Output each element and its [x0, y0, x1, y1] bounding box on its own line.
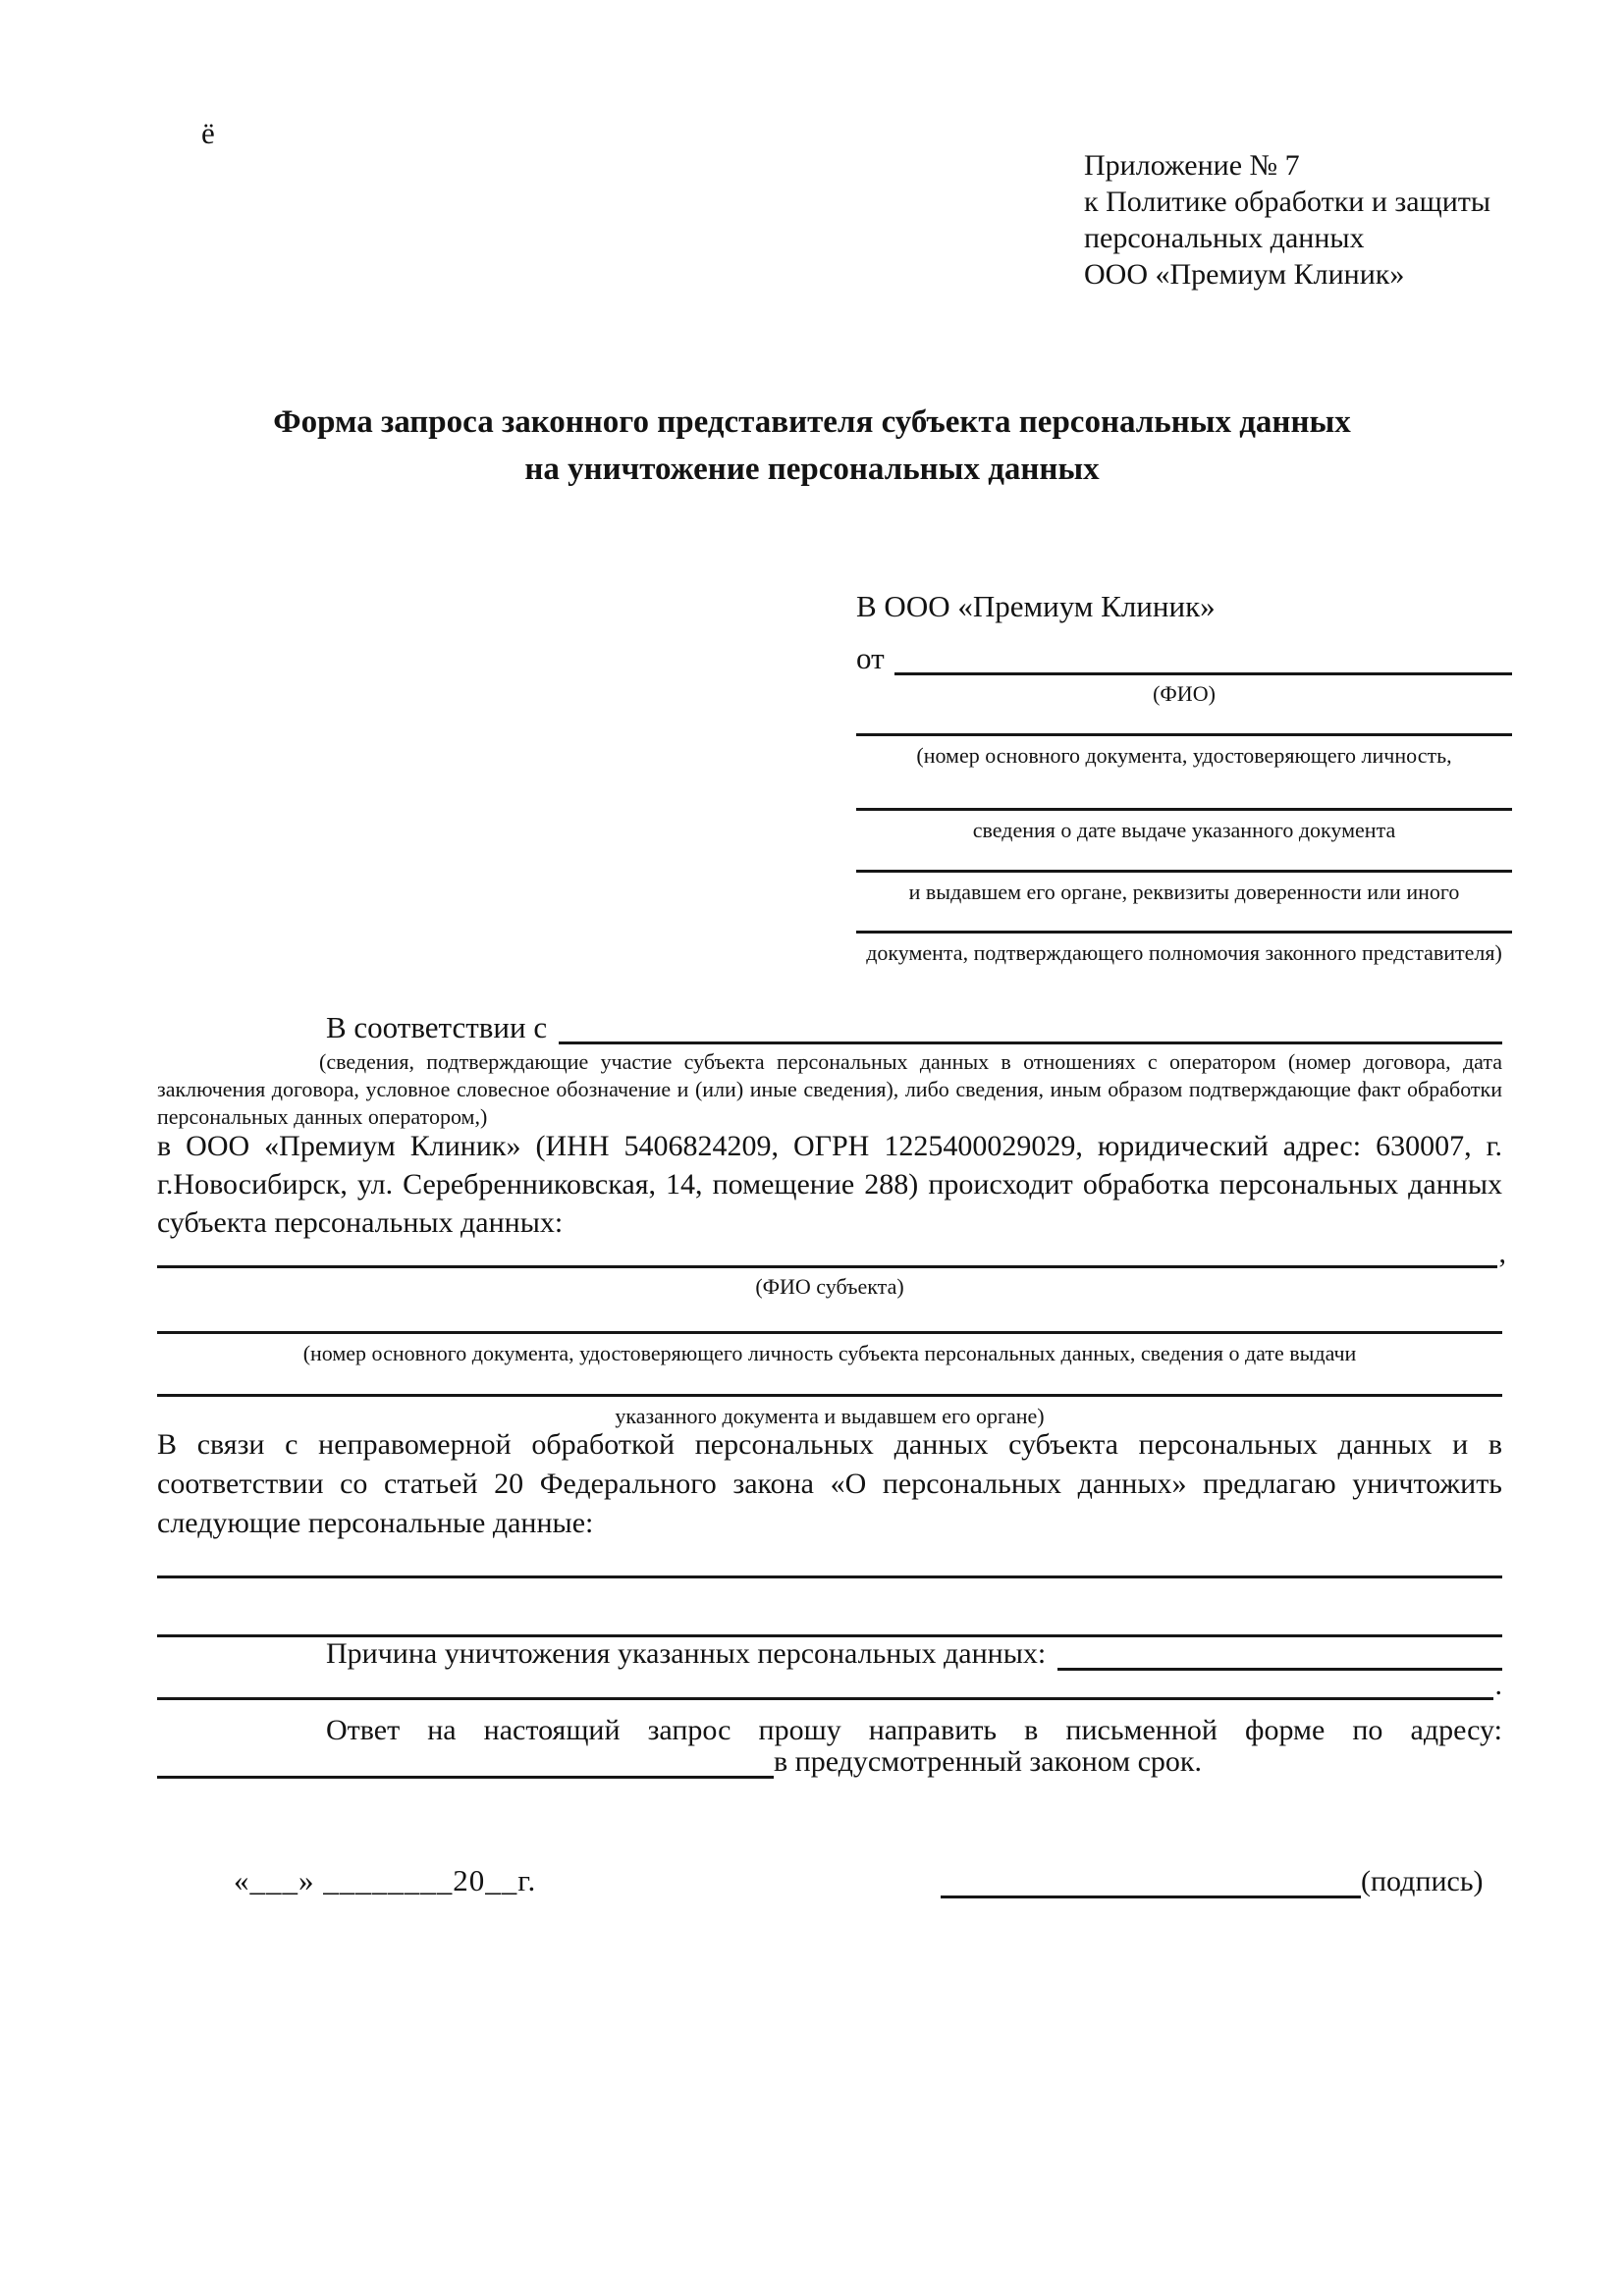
appendix-line-3: персональных данных	[1084, 222, 1365, 254]
subject-doc-caption-1: (номер основного документа, удостоверяющего личность субъекта персональных данных, сведения о дате выдачи	[302, 1341, 1357, 1365]
address-blank-line	[157, 1776, 774, 1779]
signature-blank-line	[941, 1896, 1361, 1898]
form-title	[139, 399, 1485, 493]
trailing-period: .	[1494, 1669, 1502, 1701]
accordance-field	[157, 1005, 1502, 1044]
from-label: от	[856, 641, 885, 675]
addressee-caption-2: сведения о дате выдаче указанного документа	[972, 818, 1396, 842]
subject-doc-blank-line-2	[157, 1394, 1502, 1397]
appendix-block	[1084, 147, 1521, 293]
appendix-line-4: ООО «Премиум Клиник»	[1084, 258, 1405, 291]
data-blank-line-1	[157, 1575, 1502, 1578]
addressee-blank-line-1	[856, 733, 1512, 736]
addressee-blank-line-2	[856, 808, 1512, 811]
addressee-blank-line-4	[856, 931, 1512, 934]
form-title-line-2: на уничтожение персональных данных	[524, 452, 1100, 487]
response-tail-label: в предусмотренный законом срок.	[774, 1745, 1202, 1778]
accordance-blank-line	[559, 1041, 1502, 1044]
appendix-line-2: к Политике обработки и защиты	[1084, 186, 1491, 218]
from-blank-line	[894, 672, 1512, 675]
subject-fio-caption: (ФИО субъекта)	[755, 1274, 904, 1299]
accordance-label: В соответствии с	[326, 1010, 548, 1044]
signature-field	[941, 1861, 1510, 1898]
reason-label: Причина уничтожения указанных персональных данных:	[326, 1637, 1047, 1670]
reason-continuation-line	[157, 1663, 1502, 1700]
addressee-caption-1: (номер основного документа, удостоверяющего личность,	[916, 743, 1452, 768]
subject-doc-caption-2: указанного документа и выдавшем его органе)	[615, 1404, 1045, 1428]
response-address-field	[157, 1745, 1502, 1779]
date-field: «___» ________20__г.	[234, 1863, 537, 1897]
demand-paragraph: В связи с неправомерной обработкой персональных данных субъекта персональных данных и в соответствии со статьей 20 Федерального закона «О персональных данных» предлагаю уничтожить следующие персональные данные:	[157, 1428, 1502, 1539]
addressee-org: В ООО «Премиум Клиник»	[856, 589, 1216, 623]
subject-doc-blank-line-1	[157, 1331, 1502, 1334]
stray-char: ё	[201, 116, 215, 150]
addressee-blank-line-3	[856, 870, 1512, 873]
from-field	[856, 634, 1512, 675]
subject-fio-blank-line	[157, 1229, 1506, 1268]
appendix-line-1: Приложение № 7	[1084, 149, 1300, 182]
signature-caption: (подпись)	[1361, 1865, 1484, 1897]
fio-caption: (ФИО)	[1153, 681, 1216, 706]
form-title-line-1: Форма запроса законного представителя субъекта персональных данных	[273, 404, 1351, 440]
trailing-comma: ,	[1498, 1237, 1506, 1269]
blank-line	[157, 1697, 1493, 1700]
addressee-caption-3: и выдавшем его органе, реквизиты доверенности или иного	[908, 880, 1460, 904]
blank-line	[157, 1265, 1497, 1268]
response-paragraph: Ответ на настоящий запрос прошу направить в письменной форме по адресу:	[326, 1714, 1502, 1746]
addressee-caption-4: документа, подтверждающего полномочия законного представителя)	[866, 940, 1502, 965]
operator-paragraph: в ООО «Премиум Клиник» (ИНН 5406824209, ОГРН 1225400029029, юридический адрес: 630007, г. г.Новосибирск, ул. Серебренниковская, 14, помещение 288) происходит обработка персональных данных субъекта персональных данных:	[157, 1130, 1502, 1239]
accordance-caption: (сведения, подтверждающие участие субъекта персональных данных в отношениях с оператором (номер договора, дата заключения договора, условное словесное обозначение и (или) иные сведения), либо сведения, иным образом подтверждающие факт обработки персональных данных оператором,)	[157, 1049, 1502, 1129]
